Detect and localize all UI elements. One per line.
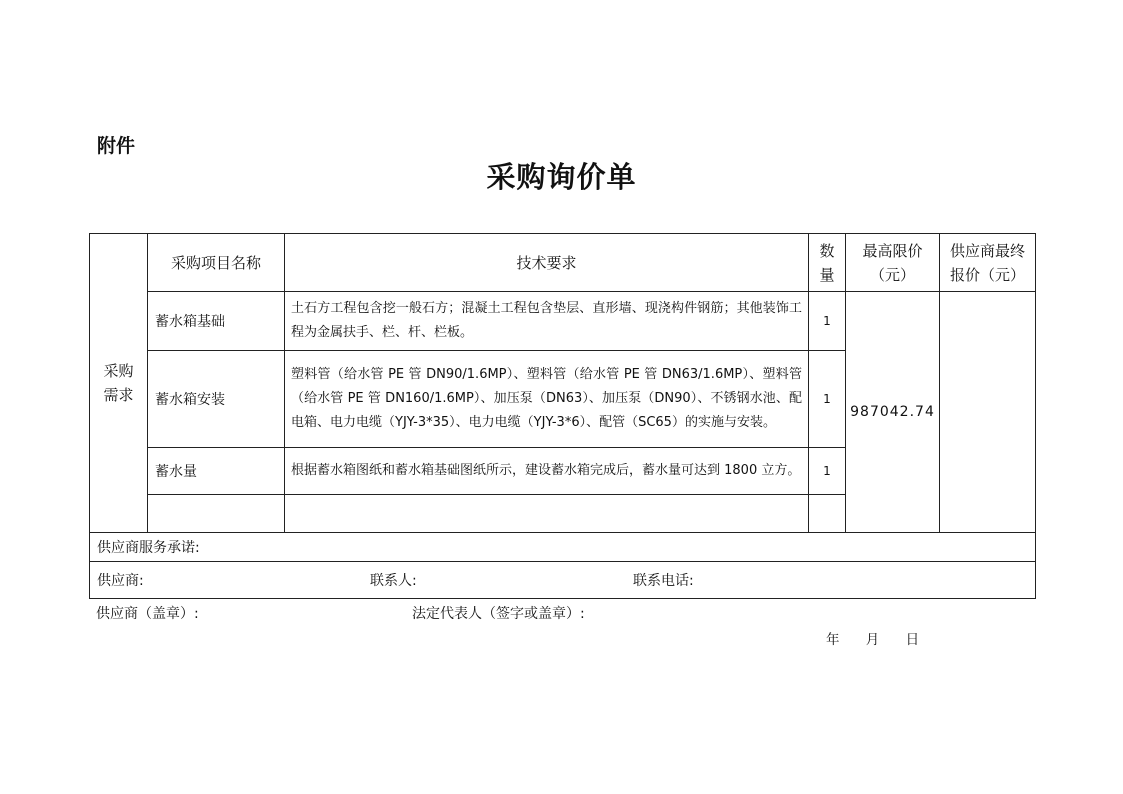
contact-person-label[interactable]: 联系人: xyxy=(370,573,417,589)
supplier-price-cell[interactable] xyxy=(940,292,1036,533)
supplier-seal-label: 供应商（盖章）: xyxy=(96,606,199,622)
contact-cell xyxy=(90,562,1036,599)
header-item-name: 采购项目名称 xyxy=(148,234,285,292)
item-tech: 根据蓄水箱图纸和蓄水箱基础图纸所示，建设蓄水箱完成后，蓄水量可达到 1800 立方。 xyxy=(285,448,809,495)
procurement-needs-label: 采购 需求 xyxy=(90,234,148,533)
item-name: 蓄水量 xyxy=(148,448,285,495)
phone-label[interactable]: 联系电话: xyxy=(633,573,694,589)
item-name: 蓄水箱基础 xyxy=(148,292,285,351)
empty-cell[interactable] xyxy=(285,495,809,533)
month-label: 月 xyxy=(865,632,880,648)
date-line xyxy=(826,628,941,648)
header-tech-requirements: 技术要求 xyxy=(285,234,809,292)
header-max-price: 最高限价 （元） xyxy=(846,234,940,292)
supplier-label[interactable]: 供应商: xyxy=(97,573,144,589)
item-tech: 塑料管（给水管 PE 管 DN90/1.6MP）、塑料管（给水管 PE 管 DN63/1.6MP）、塑料管（给水管 PE 管 DN160/1.6MP）、加压泵（DN63）、加压泵（DN90）、不锈钢水池、配电箱、电力电缆（YJY-3*35）、电力电缆（YJY-3*6）、配管（SC65）的实施与安装。 xyxy=(285,351,809,448)
table-row xyxy=(90,292,1036,351)
item-tech: 土石方工程包含挖一般石方；混凝土工程包含垫层、直形墙、现浇构件钢筋；其他装饰工程为金属扶手、栏、杆、栏板。 xyxy=(285,292,809,351)
max-price-value: 987042.74 xyxy=(846,292,940,533)
year-label: 年 xyxy=(826,632,840,648)
contact-row xyxy=(90,562,1036,599)
page-title: 采购询价单 xyxy=(486,160,637,194)
header-quantity: 数 量 xyxy=(809,234,846,292)
empty-cell[interactable] xyxy=(148,495,285,533)
item-qty: 1 xyxy=(809,351,846,448)
empty-cell[interactable] xyxy=(809,495,846,533)
item-qty: 1 xyxy=(809,292,846,351)
item-name: 蓄水箱安装 xyxy=(148,351,285,448)
day-label: 日 xyxy=(905,632,920,648)
table-header-row xyxy=(90,234,1036,292)
header-supplier-price: 供应商最终 报价（元） xyxy=(940,234,1036,292)
attachment-label: 附件 xyxy=(97,135,136,157)
legal-rep-label: 法定代表人（签字或盖章）: xyxy=(412,606,585,622)
service-commitment-row xyxy=(90,533,1036,562)
service-commitment-label[interactable]: 供应商服务承诺: xyxy=(90,533,1036,562)
inquiry-table xyxy=(89,233,1036,599)
item-qty: 1 xyxy=(809,448,846,495)
